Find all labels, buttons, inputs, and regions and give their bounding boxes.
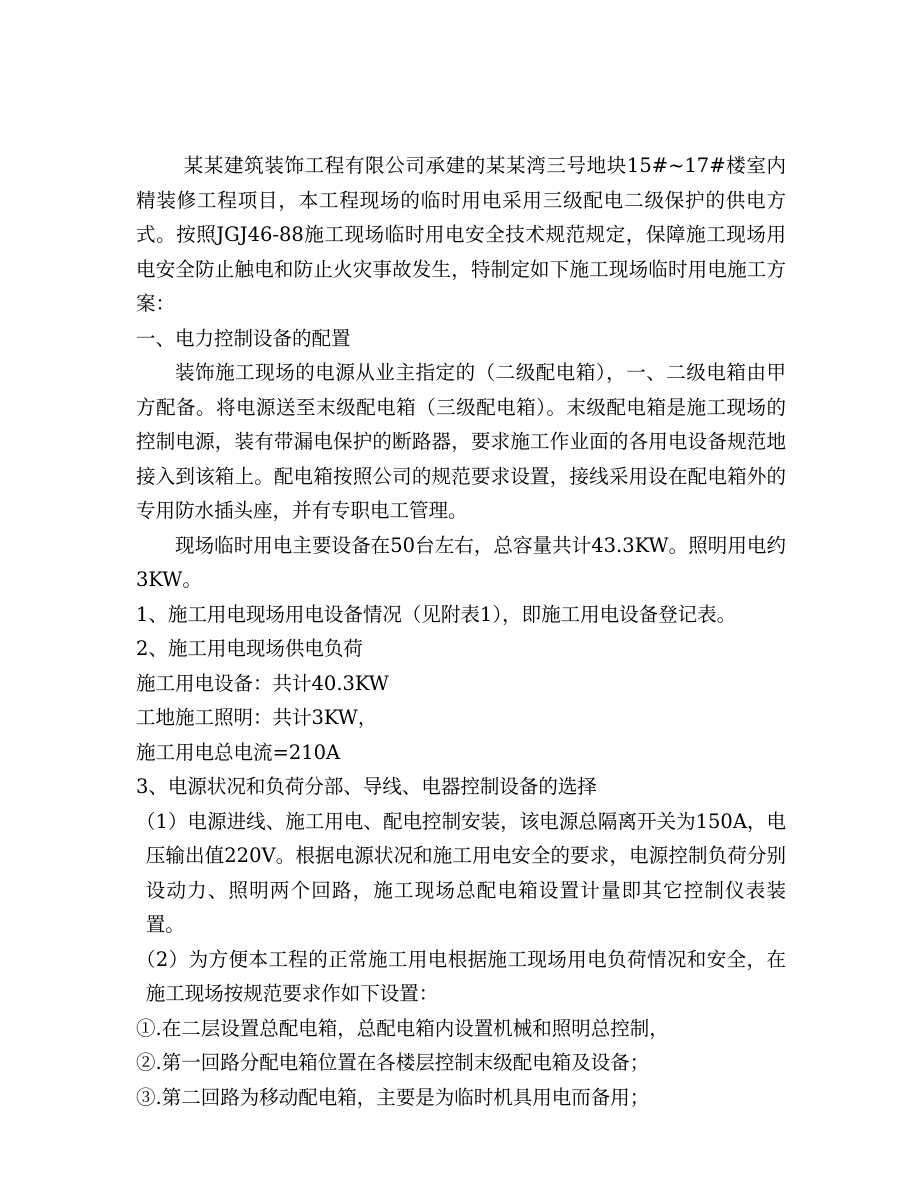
load-current-line: 施工用电总电流=210A [136,740,341,764]
circle-item-2: ②.第一回路分配电箱位置在各楼层控制末级配电箱及设备； [136,1051,650,1074]
section-heading-power-control: 一、电力控制设备的配置 [136,326,351,350]
item-2-power-load: 2、施工用电现场供电负荷 [136,637,363,660]
power-source-paragraph: 装饰施工现场的电源从业主指定的（二级配电箱），一、二级电箱由甲方配备。将电源送至末级配电箱（三级配电箱）。末级配电箱是施工现场的控制电源，装有带漏电保护的断路器，要求施工作业面的各用电设备规范地接入到该箱上。配电箱按照公司的规范要求设置，接线采用设在配电箱外的专用防水插头座，并有专职电工管理。 [136,361,786,522]
circle-item-3: ③.第二回路为移动配电箱，主要是为临时机具用电而备用； [136,1085,650,1109]
equipment-total-paragraph: 现场临时用电主要设备在50台左右，总容量共计43.3KW。照明用电约3KW。 [136,533,786,591]
sub-item-2-paragraph: （2）为方便本工程的正常施工用电根据施工现场用电负荷情况和安全，在施工现场按规范要求作如下设置： [136,947,786,1005]
item-3-source-selection: 3、电源状况和负荷分部、导线、电器控制设备的选择 [136,775,597,798]
load-equipment-line: 施工用电设备：共计40.3KW [136,671,389,695]
circle-item-1: ①.在二层设置总配电箱，总配电箱内设置机械和照明总控制， [136,1016,669,1040]
load-lighting-line: 工地施工照明：共计3KW， [136,706,378,729]
intro-paragraph: 某某建筑装饰工程有限公司承建的某某湾三号地块15#~17#楼室内精装修工程项目，本工程现场的临时用电采用三级配电二级保护的供电方式。按照JGJ46-88施工现场临时用电安全技术规范规定，保障施工现场用电安全防止触电和防止火灾事故发生，特制定如下施工现场临时用电施工方案： [136,154,786,315]
item-1-equipment-status: 1、施工用电现场用电设备情况（见附表1），即施工用电设备登记表。 [136,602,737,626]
sub-item-1-paragraph: （1）电源进线、施工用电、配电控制安装，该电源总隔离开关为150A，电压输出值220V。根据电源状况和施工用电安全的要求，电源控制负荷分别设动力、照明两个回路，施工现场总配电箱设置计量即其它控制仪表装置。 [136,809,786,936]
document-body [136,149,786,1115]
